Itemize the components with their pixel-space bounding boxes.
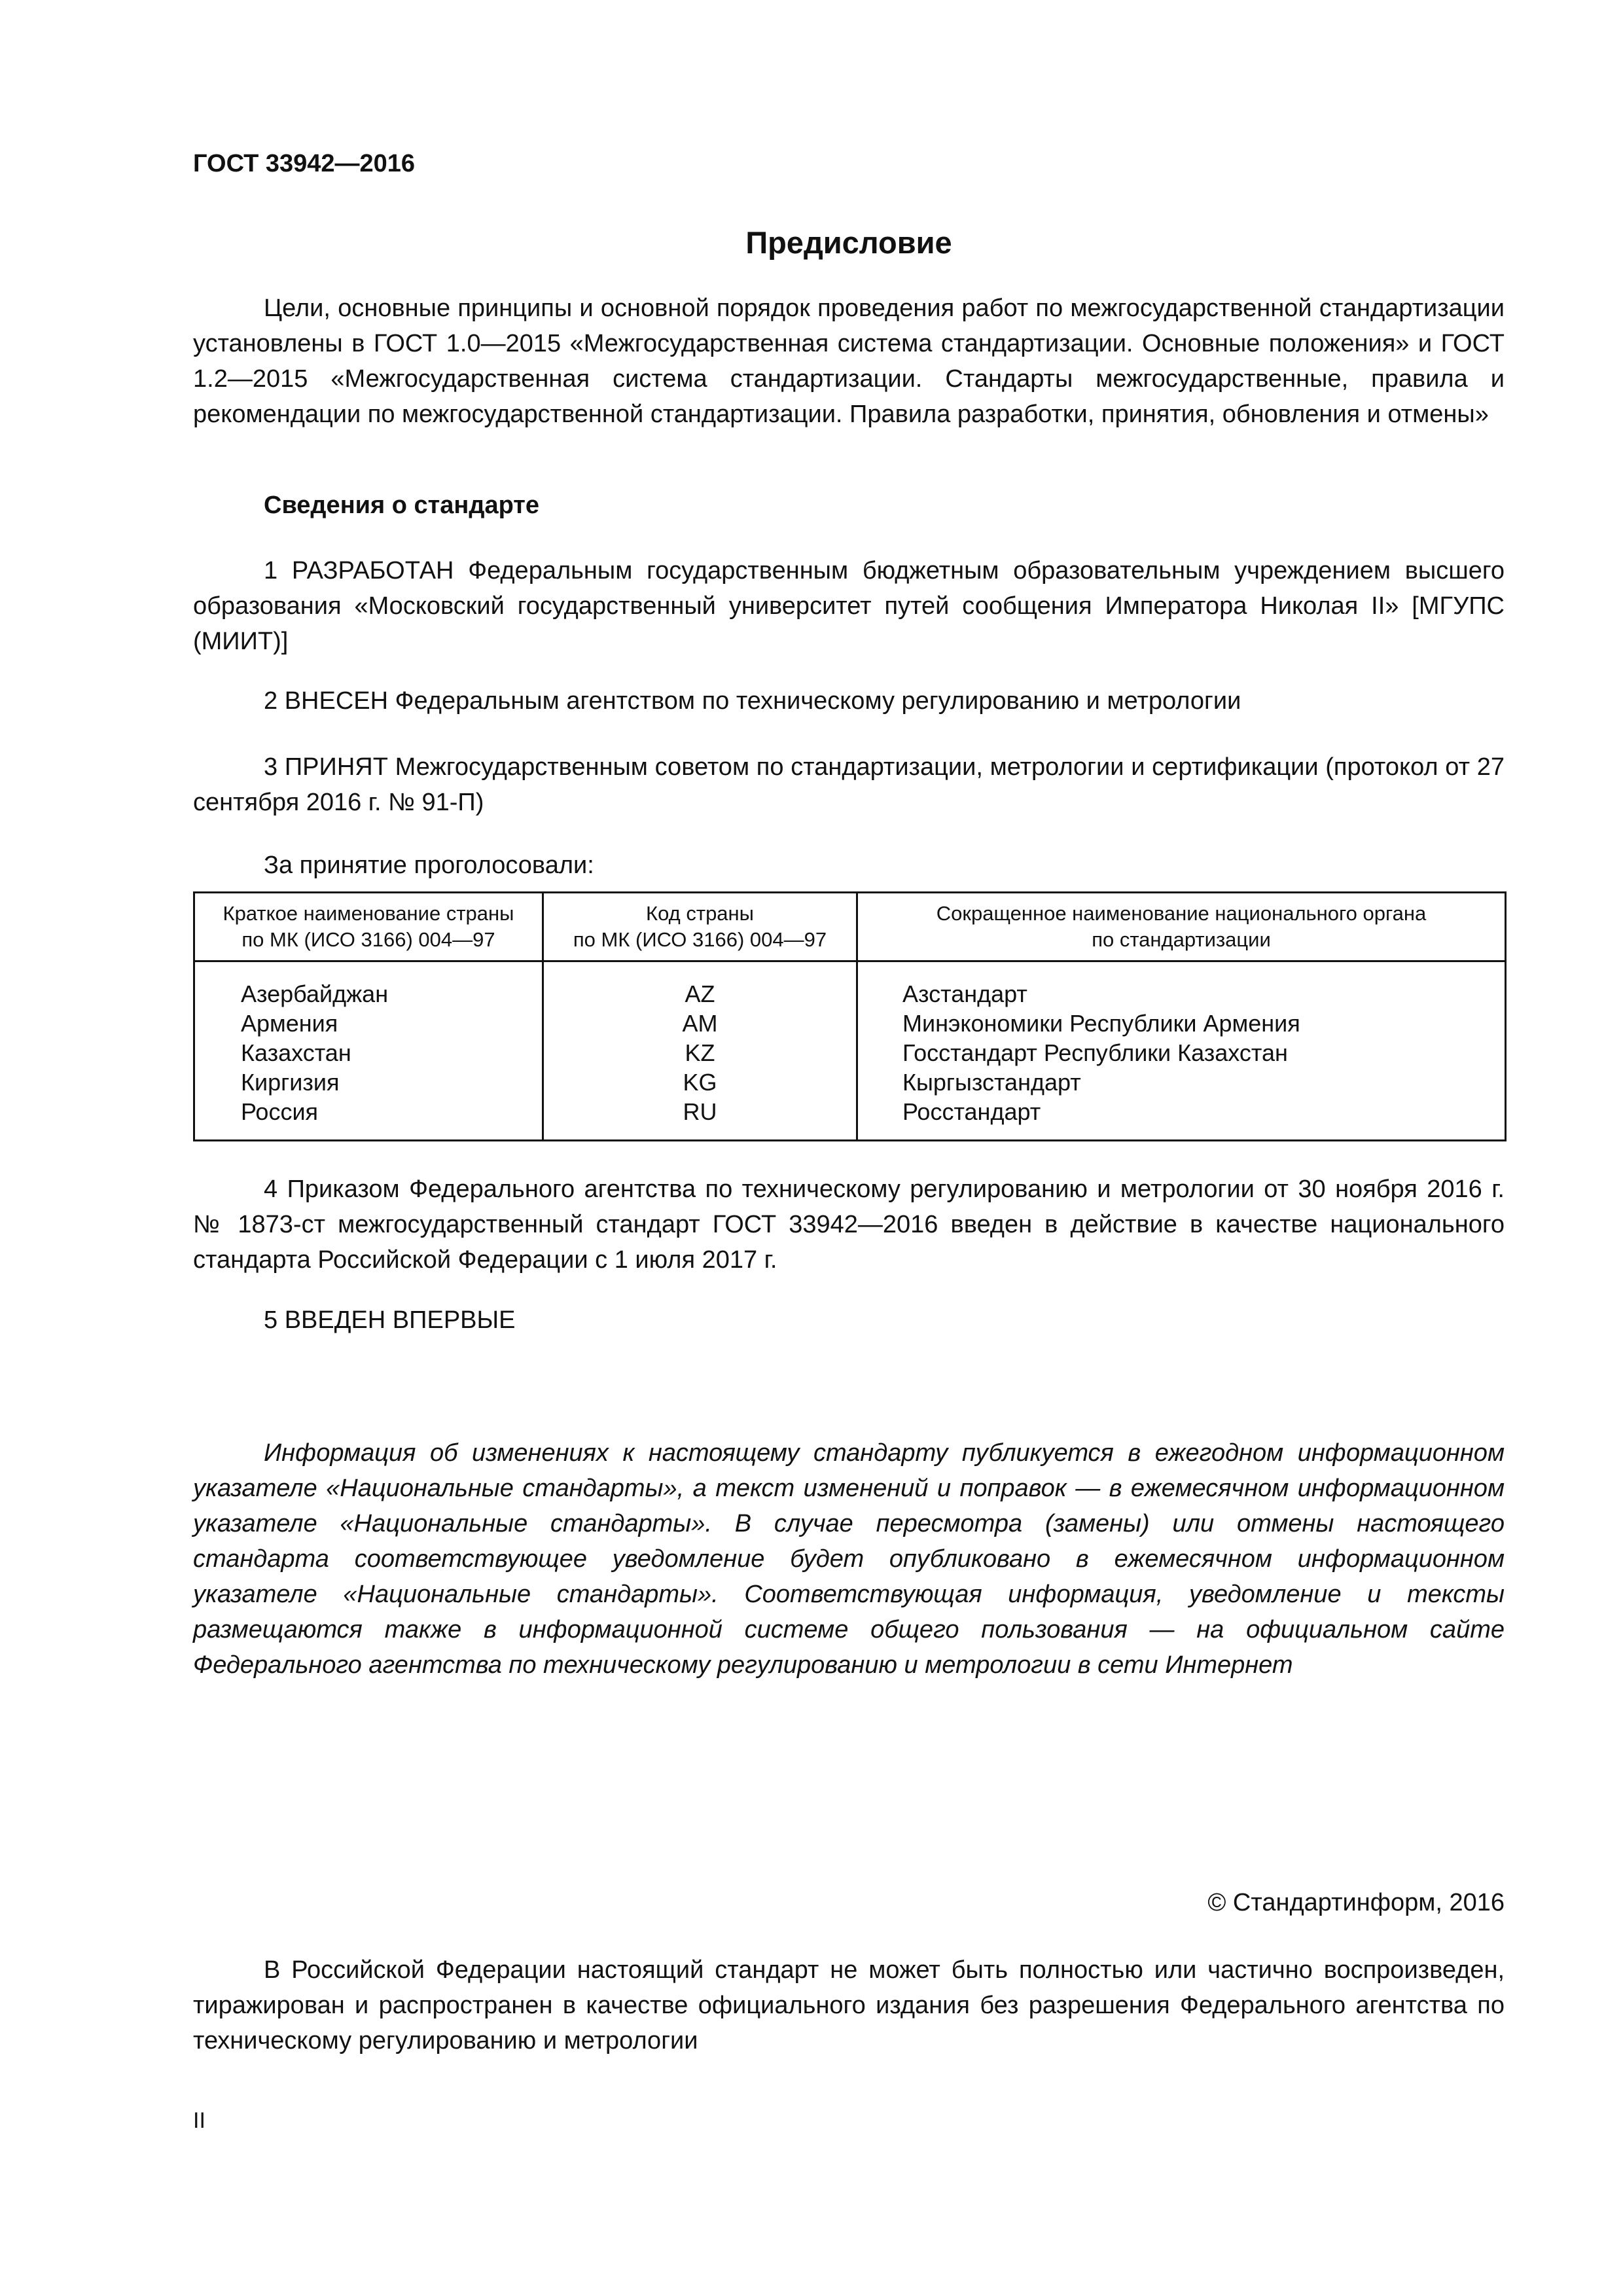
item-adopted: 3 ПРИНЯТ Межгосударственным советом по стандартизации, метрологии и сертификации (протокол от 27 сентября 2016 г. № 91-П) xyxy=(193,753,1505,816)
header-body-line1: Сокращенное наименование национального органа xyxy=(936,902,1427,925)
table-row xyxy=(194,1038,1506,1067)
cell-code: KG xyxy=(543,1067,857,1097)
cell-country: Россия xyxy=(194,1097,543,1141)
cell-body: Кыргызстандарт xyxy=(857,1067,1506,1097)
header-code-line2: по МК (ИСО 3166) 004—97 xyxy=(573,928,827,951)
copyright: © Стандартинформ, 2016 xyxy=(1207,1889,1505,1916)
cell-code: KZ xyxy=(543,1038,857,1067)
cell-country: Армения xyxy=(194,1009,543,1038)
table-header-row xyxy=(194,893,1506,961)
item-introduced: 2 ВНЕСЕН Федеральным агентством по техническому регулированию и метрологии xyxy=(264,687,1241,715)
cell-body: Азстандарт xyxy=(857,961,1506,1009)
item-developed: 1 РАЗРАБОТАН Федеральным государственным бюджетным образовательным учреждением высшего образования «Московский государственный университет путей сообщения Императора Николая II» [МГУПС (МИИТ)] xyxy=(193,557,1505,655)
page-number: II xyxy=(193,2108,205,2133)
header-body-line2: по стандартизации xyxy=(1092,928,1271,951)
header-country-line2: по МК (ИСО 3166) 004—97 xyxy=(241,928,495,951)
voting-table xyxy=(193,891,1507,1141)
intro-paragraph: Цели, основные принципы и основной порядок проведения работ по межгосударственной стандартизации установлены в ГОСТ 1.0—2015 «Межгосударственная система стандартизации. Основные положения» и ГОСТ 1.2—2015 «Межгосударственная система стандартизации. Стандарты межгосударственные, правила и рекомендации по межгосударственной стандартизации. Правила разработки, принятия, обновления и отмены» xyxy=(193,295,1505,428)
cell-body: Минэкономики Республики Армения xyxy=(857,1009,1506,1038)
cell-code: AM xyxy=(543,1009,857,1038)
header-country-line1: Краткое наименование страны xyxy=(223,902,514,925)
document-code: ГОСТ 33942—2016 xyxy=(193,150,416,177)
table-row xyxy=(194,961,1506,1009)
header-country xyxy=(194,893,543,961)
rights-notice: В Российской Федерации настоящий стандарт не может быть полностью или частично воспроизведен, тиражирован и распространен в качестве официального издания без разрешения Федерального агентства по техническому регулированию и метрологии xyxy=(193,1956,1505,2054)
cell-country: Казахстан xyxy=(194,1038,543,1067)
cell-country: Киргизия xyxy=(194,1067,543,1097)
changes-notice: Информация об изменениях к настоящему стандарту публикуется в ежегодном информационном указателе «Национальные стандарты», а текст изменений и поправок — в ежемесячном информационном указателе «Национальные стандарты». В случае пересмотра (замены) или отмены настоящего стандарта соответствующее уведомление будет опубликовано в ежемесячном информационном указателе «Национальные стандарты». Соответствующая информация, уведомление и тексты размещаются также в информационной системе общего пользования — на официальном сайте Федерального агентства по техническому регулированию и метрологии в сети Интернет xyxy=(193,1439,1505,1679)
header-code xyxy=(543,893,857,961)
cell-body: Госстандарт Республики Казахстан xyxy=(857,1038,1506,1067)
table-row xyxy=(194,1067,1506,1097)
cell-body: Росстандарт xyxy=(857,1097,1506,1141)
voted-label: За принятие проголосовали: xyxy=(264,852,594,879)
cell-country: Азербайджан xyxy=(194,961,543,1009)
item-first-introduced: 5 ВВЕДЕН ВПЕРВЫЕ xyxy=(264,1306,516,1334)
header-code-line1: Код страны xyxy=(646,902,754,925)
page-title: Предисловие xyxy=(745,225,952,260)
table-row xyxy=(194,1097,1506,1141)
header-body xyxy=(857,893,1506,961)
table-row xyxy=(194,1009,1506,1038)
info-heading: Сведения о стандарте xyxy=(264,492,540,519)
cell-code: AZ xyxy=(543,961,857,1009)
cell-code: RU xyxy=(543,1097,857,1141)
item-order: 4 Приказом Федерального агентства по техническому регулированию и метрологии от 30 ноября 2016 г. № 1873-ст межгосударственный стандарт ГОСТ 33942—2016 введен в действие в качестве национального стандарта Российской Федерации с 1 июля 2017 г. xyxy=(193,1175,1505,1274)
